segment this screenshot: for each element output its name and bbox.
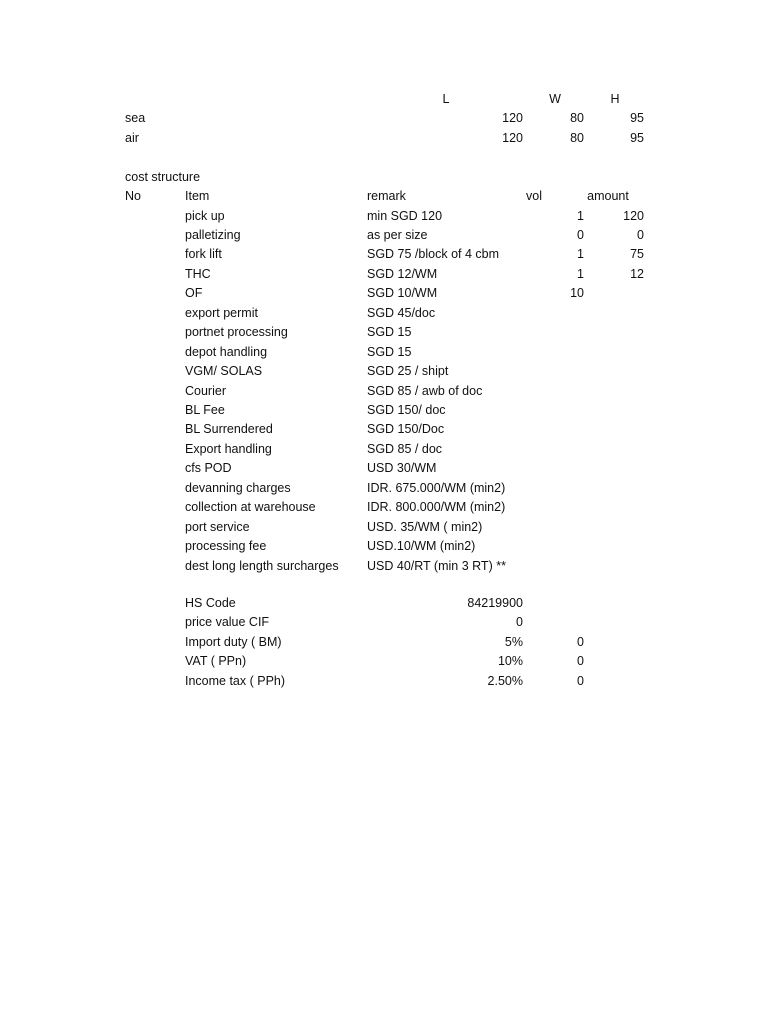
item-label: fork lift: [185, 247, 222, 261]
item-remark: SGD 85 / doc: [367, 442, 443, 456]
col-header-remark: remark: [367, 189, 406, 203]
item-label: BL Fee: [185, 403, 225, 417]
item-label: OF: [185, 286, 203, 300]
item-label: THC: [185, 267, 211, 281]
item-vol: 0: [577, 228, 584, 242]
item-remark: as per size: [367, 228, 428, 242]
dim-mode-label: sea: [125, 111, 146, 125]
dim-w-value: 80: [570, 111, 584, 125]
item-vol: 1: [577, 247, 584, 261]
item-amount: 120: [623, 209, 644, 223]
item-remark: SGD 75 /block of 4 cbm: [367, 247, 500, 261]
item-vol: 10: [570, 286, 584, 300]
item-remark: SGD 45/doc: [367, 306, 436, 320]
item-amount: 75: [630, 247, 644, 261]
item-label: devanning charges: [185, 481, 291, 495]
dim-header-h: H: [610, 92, 620, 106]
item-label: portnet processing: [185, 325, 288, 339]
item-label: Export handling: [185, 442, 272, 456]
dim-l-value: 120: [502, 131, 523, 145]
item-remark: SGD 150/Doc: [367, 422, 445, 436]
customs-label: HS Code: [185, 596, 236, 610]
customs-value: 84219900: [467, 596, 523, 610]
item-amount: 12: [630, 267, 644, 281]
item-label: processing fee: [185, 539, 267, 553]
item-remark: SGD 12/WM: [367, 267, 438, 281]
item-label: depot handling: [185, 345, 268, 359]
dim-mode-label: air: [125, 131, 139, 145]
item-amount: 0: [637, 228, 644, 242]
item-label: Courier: [185, 384, 226, 398]
item-remark: SGD 85 / awb of doc: [367, 384, 483, 398]
dim-w-value: 80: [570, 131, 584, 145]
item-remark: USD 40/RT (min 3 RT) **: [367, 559, 506, 573]
item-remark: IDR. 800.000/WM (min2): [367, 500, 506, 514]
item-label: dest long length surcharges: [185, 559, 339, 573]
item-label: BL Surrendered: [185, 422, 273, 436]
item-remark: SGD 15: [367, 325, 412, 339]
item-remark: min SGD 120: [367, 209, 443, 223]
item-vol: 1: [577, 209, 584, 223]
item-label: pick up: [185, 209, 225, 223]
item-label: port service: [185, 520, 250, 534]
section-title: cost structure: [125, 170, 201, 184]
dim-header-l: L: [442, 92, 450, 106]
dim-h-value: 95: [630, 131, 644, 145]
col-header-no: No: [125, 189, 141, 203]
col-header-vol: vol: [526, 189, 542, 203]
dim-header-w: W: [549, 92, 561, 106]
col-header-amount: amount: [587, 189, 629, 203]
dim-l-value: 120: [502, 111, 523, 125]
col-header-item: Item: [185, 189, 210, 203]
customs-label: Income tax ( PPh): [185, 674, 286, 688]
item-remark: SGD 15: [367, 345, 412, 359]
customs-label: VAT ( PPn): [185, 654, 247, 668]
item-remark: USD 30/WM: [367, 461, 437, 475]
item-remark: USD. 35/WM ( min2): [367, 520, 483, 534]
item-remark: IDR. 675.000/WM (min2): [367, 481, 506, 495]
customs-result: 0: [577, 635, 584, 649]
customs-value: 5%: [504, 635, 523, 649]
item-label: VGM/ SOLAS: [185, 364, 263, 378]
item-remark: USD.10/WM (min2): [367, 539, 476, 553]
item-label: palletizing: [185, 228, 241, 242]
customs-value: 2.50%: [487, 674, 523, 688]
dim-h-value: 95: [630, 111, 644, 125]
item-remark: SGD 150/ doc: [367, 403, 446, 417]
item-label: cfs POD: [185, 461, 232, 475]
customs-label: price value CIF: [185, 615, 270, 629]
customs-result: 0: [577, 674, 584, 688]
item-label: collection at warehouse: [185, 500, 316, 514]
customs-value: 10%: [497, 654, 523, 668]
customs-value: 0: [516, 615, 523, 629]
customs-result: 0: [577, 654, 584, 668]
item-label: export permit: [185, 306, 258, 320]
item-vol: 1: [577, 267, 584, 281]
item-remark: SGD 10/WM: [367, 286, 438, 300]
customs-label: Import duty ( BM): [185, 635, 282, 649]
item-remark: SGD 25 / shipt: [367, 364, 449, 378]
